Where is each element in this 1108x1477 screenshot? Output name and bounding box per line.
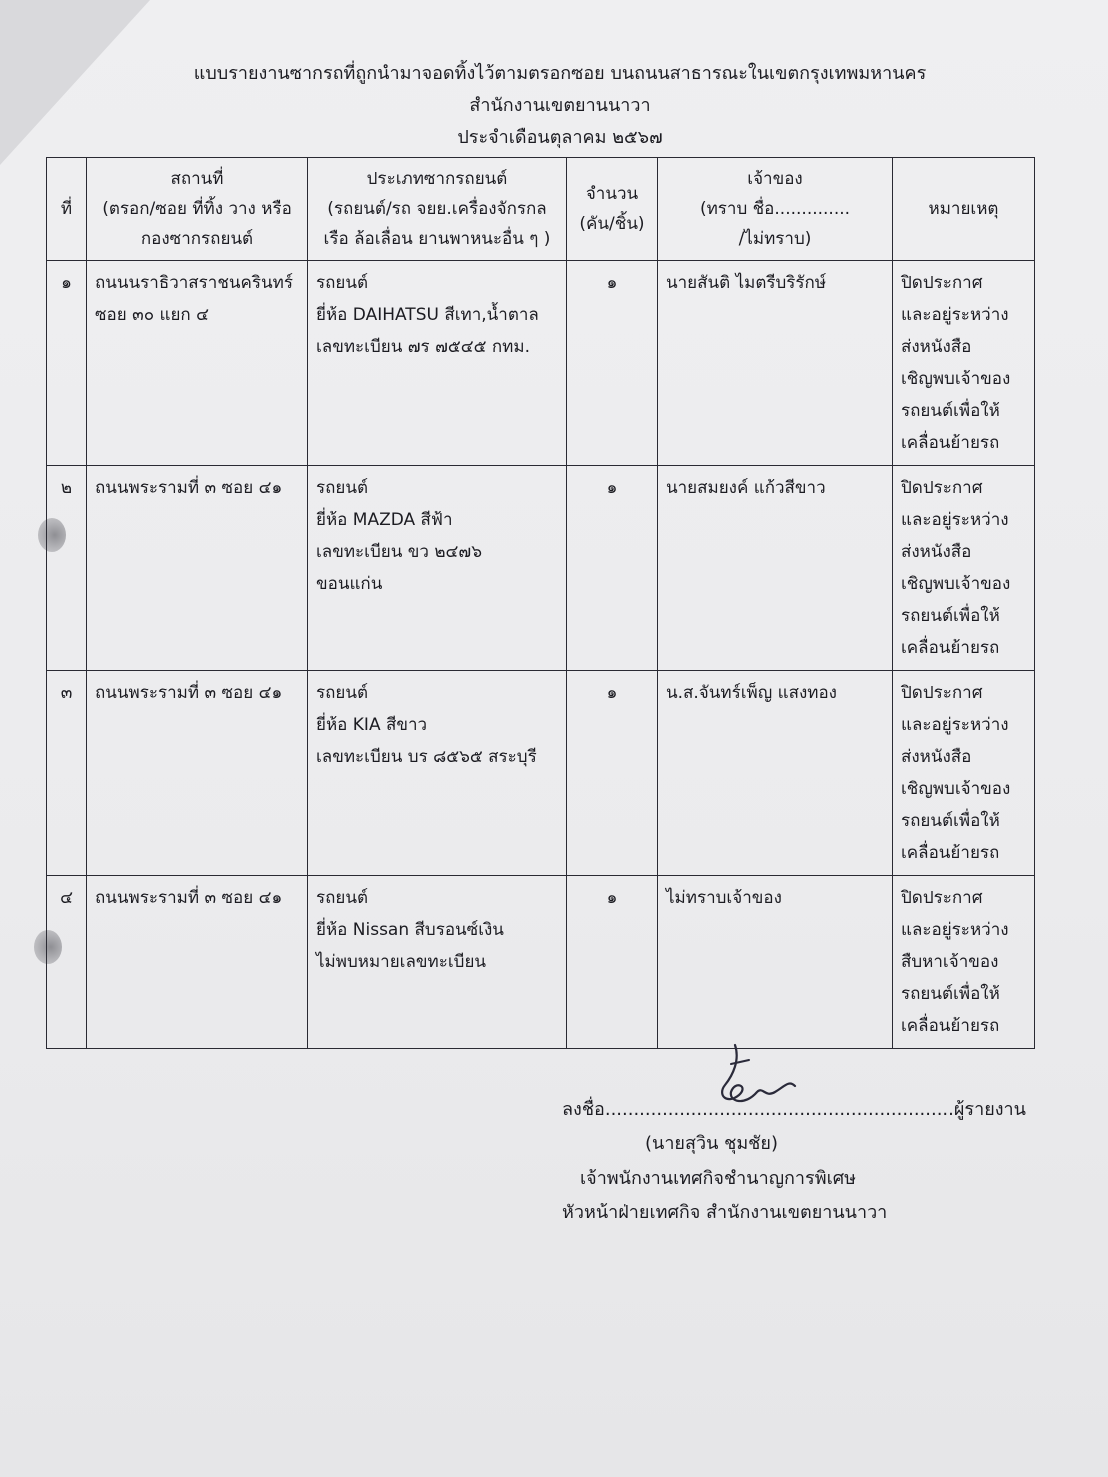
- table-row: [47, 876, 1035, 1049]
- row-owner: ไม่ทราบเจ้าของ: [658, 876, 893, 1049]
- remark-line: ส่งหนังสือ: [901, 747, 972, 767]
- row-remark: [893, 466, 1035, 671]
- remark-line: เคลื่อนย้ายรถ: [901, 843, 1000, 863]
- remark-line: และอยู่ระหว่าง: [901, 510, 1009, 530]
- header-amount: [567, 158, 658, 261]
- signer-department: หัวหน้าฝ่ายเทศกิจ สำนักงานเขตยานนาวา: [562, 1202, 888, 1223]
- row-type: [308, 261, 567, 466]
- row-type: [308, 466, 567, 671]
- type-line: ยี่ห้อ DAIHATSU สีเทา,น้ำตาล: [316, 305, 539, 325]
- header-owner-line: (ทราบ ชื่อ..............: [699, 199, 851, 219]
- office-name: สำนักงานเขตยานนาวา: [469, 95, 651, 116]
- row-remark: [893, 671, 1035, 876]
- row-owner: น.ส.จันทร์เพ็ญ แสงทอง: [658, 671, 893, 876]
- header-amount-line: (คัน/ชิ้น): [579, 214, 645, 234]
- remark-line: สืบหาเจ้าของ: [901, 952, 999, 972]
- type-line: เลขทะเบียน ขว ๒๔๗๖: [316, 542, 482, 562]
- signer-name: (นายสุวิน ชุมชัย): [645, 1133, 778, 1154]
- remark-line: เชิญพบเจ้าของ: [901, 574, 1011, 594]
- row-owner: นายสมยงค์ แก้วสีขาว: [658, 466, 893, 671]
- type-line: รถยนต์: [316, 683, 369, 703]
- header-type-line: ประเภทซากรถยนต์: [366, 169, 508, 189]
- header-owner: [658, 158, 893, 261]
- remark-line: รถยนต์เพื่อให้: [901, 984, 1000, 1004]
- report-period: ประจำเดือนตุลาคม ๒๕๖๗: [457, 127, 663, 148]
- row-location: [87, 261, 308, 466]
- row-amount: ๑: [567, 261, 658, 466]
- row-location: [87, 671, 308, 876]
- row-location: [87, 466, 308, 671]
- table-header-row: [47, 158, 1035, 261]
- header-owner-line: /ไม่ทราบ): [738, 229, 812, 249]
- header-location-line: สถานที่: [170, 169, 224, 189]
- header-location-line: (ตรอก/ซอย ที่ทิ้ง วาง หรือ: [102, 199, 292, 219]
- remark-line: และอยู่ระหว่าง: [901, 715, 1009, 735]
- row-no: ๓: [47, 671, 87, 876]
- type-line: เลขทะเบียน บร ๘๕๖๕ สระบุรี: [316, 747, 537, 767]
- header-location: [87, 158, 308, 261]
- report-table: [46, 157, 1035, 1049]
- row-remark: [893, 261, 1035, 466]
- remark-line: และอยู่ระหว่าง: [901, 920, 1009, 940]
- remark-line: และอยู่ระหว่าง: [901, 305, 1009, 325]
- header-owner-line: เจ้าของ: [747, 169, 803, 189]
- header-type: [308, 158, 567, 261]
- location-line: ถนนนราธิวาสราชนครินทร์: [95, 273, 293, 293]
- location-line: ถนนพระรามที่ ๓ ซอย ๔๑: [95, 683, 283, 703]
- remark-line: เคลื่อนย้ายรถ: [901, 433, 1000, 453]
- location-line: ถนนพระรามที่ ๓ ซอย ๔๑: [95, 478, 283, 498]
- remark-line: เคลื่อนย้ายรถ: [901, 1016, 1000, 1036]
- remark-line: เชิญพบเจ้าของ: [901, 369, 1011, 389]
- header-type-line: (รถยนต์/รถ จยย.เครื่องจักรกล: [327, 199, 547, 219]
- signature-line: ลงชื่อ.............................................................ผู้รายงาน: [562, 1099, 1026, 1120]
- table-row: [47, 261, 1035, 466]
- location-line: ซอย ๓๐ แยก ๔: [95, 305, 209, 325]
- header-no: ที่: [47, 158, 87, 261]
- type-line: รถยนต์: [316, 478, 369, 498]
- row-location: [87, 876, 308, 1049]
- remark-line: ปิดประกาศ: [901, 478, 983, 498]
- remark-line: รถยนต์เพื่อให้: [901, 606, 1000, 626]
- row-amount: ๑: [567, 466, 658, 671]
- remark-line: รถยนต์เพื่อให้: [901, 401, 1000, 421]
- remark-line: เชิญพบเจ้าของ: [901, 779, 1011, 799]
- row-amount: ๑: [567, 876, 658, 1049]
- type-line: ไม่พบหมายเลขทะเบียน: [316, 952, 487, 972]
- remark-line: เคลื่อนย้ายรถ: [901, 638, 1000, 658]
- type-line: ยี่ห้อ KIA สีขาว: [316, 715, 428, 735]
- table-row: [47, 671, 1035, 876]
- row-owner: นายสันติ ไมตรีบริรักษ์: [658, 261, 893, 466]
- type-line: รถยนต์: [316, 273, 369, 293]
- remark-line: ส่งหนังสือ: [901, 542, 972, 562]
- type-line: ยี่ห้อ Nissan สีบรอนซ์เงิน: [316, 920, 504, 940]
- row-no: ๑: [47, 261, 87, 466]
- row-no: ๔: [47, 876, 87, 1049]
- remark-line: ปิดประกาศ: [901, 273, 983, 293]
- remark-line: ปิดประกาศ: [901, 888, 983, 908]
- row-amount: ๑: [567, 671, 658, 876]
- folded-corner: [0, 0, 150, 165]
- header-location-line: กองซากรถยนต์: [140, 229, 254, 249]
- header-type-line: เรือ ล้อเลื่อน ยานพาหนะอื่น ๆ ): [323, 229, 551, 249]
- table-row: [47, 466, 1035, 671]
- location-line: ถนนพระรามที่ ๓ ซอย ๔๑: [95, 888, 283, 908]
- signer-position: เจ้าพนักงานเทศกิจชำนาญการพิเศษ: [580, 1168, 857, 1189]
- type-line: ยี่ห้อ MAZDA สีฟ้า: [316, 510, 453, 530]
- row-type: [308, 671, 567, 876]
- type-line: ขอนแก่น: [316, 574, 383, 594]
- report-title: แบบรายงานซากรถที่ถูกนำมาจอดทิ้งไว้ตามตรอกซอย บนถนนสาธารณะในเขตกรุงเทพมหานคร: [193, 63, 927, 84]
- header-remark: หมายเหตุ: [893, 158, 1035, 261]
- row-type: [308, 876, 567, 1049]
- remark-line: ปิดประกาศ: [901, 683, 983, 703]
- type-line: เลขทะเบียน ๗ร ๗๕๔๕ กทม.: [316, 337, 530, 357]
- type-line: รถยนต์: [316, 888, 369, 908]
- header-amount-line: จำนวน: [585, 184, 639, 204]
- row-no: ๒: [47, 466, 87, 671]
- row-remark: [893, 876, 1035, 1049]
- remark-line: ส่งหนังสือ: [901, 337, 972, 357]
- remark-line: รถยนต์เพื่อให้: [901, 811, 1000, 831]
